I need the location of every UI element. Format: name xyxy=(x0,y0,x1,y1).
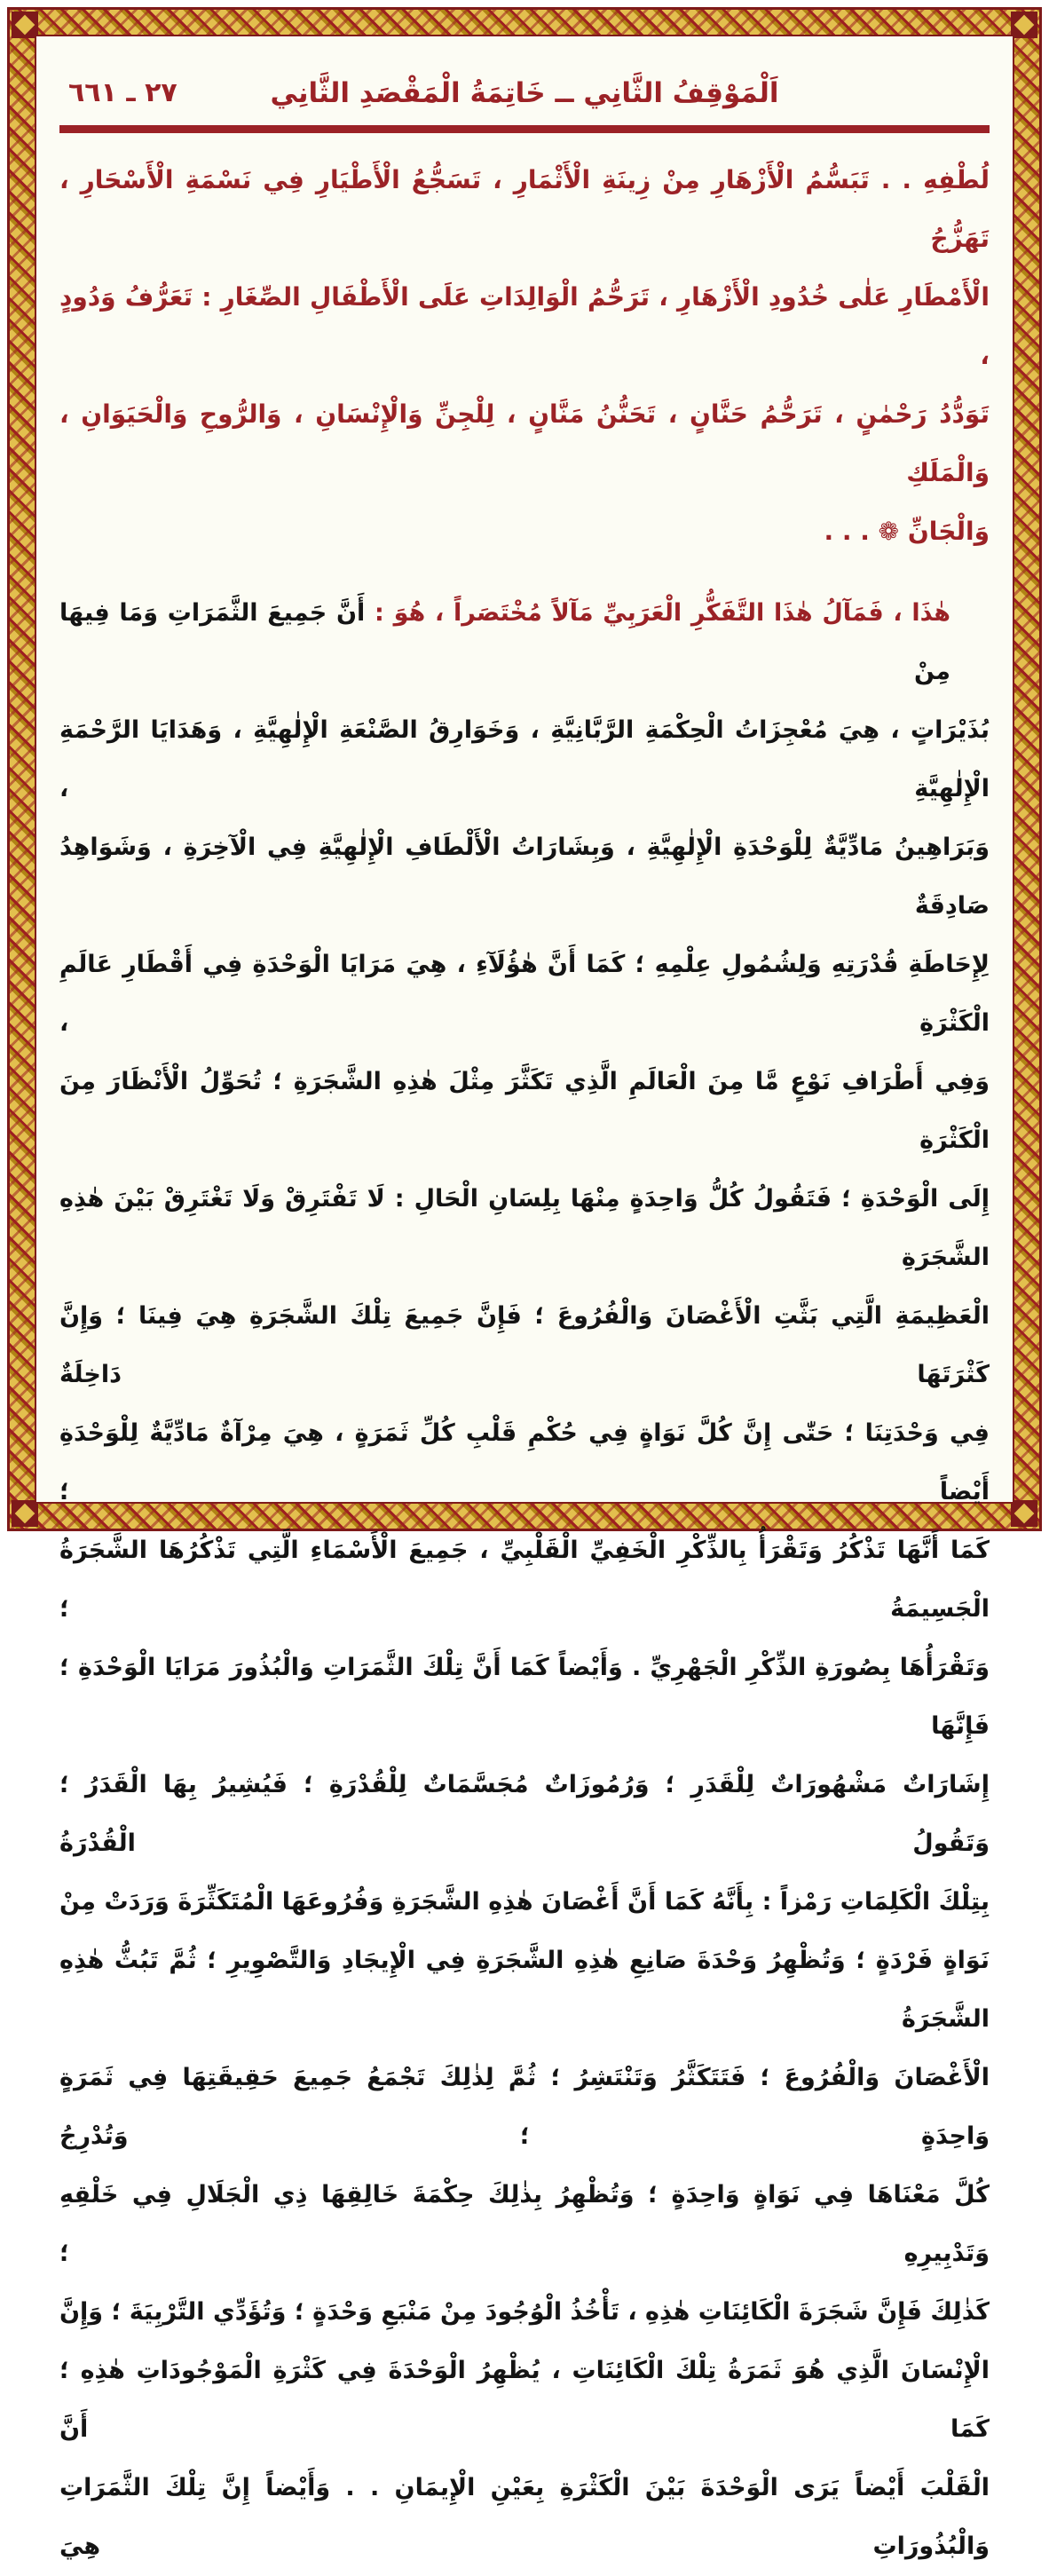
body-paragraph-line: بُذَيْرَاتٍ ، هِيَ مُعْجِزَاتُ الْحِكْمَةِ الرَّبَّانِيَّةِ ، وَخَوَارِقُ الصَّنْعَةِ الْإِلٰهِيَّةِ ، وَهَدَايَا الرَّحْمَةِ الْإِلٰهِيَّةِ ، xyxy=(59,716,990,802)
header-divider-rule xyxy=(59,125,990,133)
body-paragraph-line: وَتَقْرَأُهَا بِصُورَةِ الذِّكْرِ الْجَهْرِيِّ . وَأَيْضاً كَمَا أَنَّ تِلْكَ الثَّمَرَاتِ وَالْبُذُورَ مَرَايَا الْوَحْدَةِ ؛ فَإِنَّهَا xyxy=(59,1654,990,1740)
body-paragraph-line: لِإِحَاطَةِ قُدْرَتِهِ وَلِشُمُولِ عِلْمِهِ ؛ كَمَا أَنَّ هٰؤُلَآءِ ، هِيَ مَرَايَا الْوَحْدَةِ فِي أَقْطَارِ عَالَمِ الْكَثْرَةِ ، xyxy=(59,951,990,1037)
body-paragraph-line: كَذٰلِكَ فَإِنَّ شَجَرَةَ الْكَائِنَاتِ هٰذِهِ ، تَأْخُذُ الْوُجُودَ مِنْ مَنْبَعِ وَحْدَةٍ ؛ وَتُؤَدِّي التَّرْبِيَةَ ؛ وَإِنَّ xyxy=(59,2298,990,2326)
corner-ornament xyxy=(1011,12,1037,38)
red-paragraph xyxy=(59,151,990,561)
body-paragraph-line: هٰذَا ، فَمَآلُ هٰذَا التَّفَكُّرِ الْعَرَبِيِّ مَآلاً مُخْتَصَراً ، هُوَ : أَنَّ جَمِيعَ الثَّمَرَاتِ وَمَا فِيهَا مِنْ xyxy=(59,599,950,685)
page-content xyxy=(35,35,1014,2560)
corner-ornament xyxy=(1011,1500,1037,1527)
paragraph-lead-phrase: هٰذَا ، فَمَآلُ هٰذَا التَّفَكُّرِ الْعَرَبِيِّ مَآلاً مُخْتَصَراً ، هُوَ : xyxy=(365,599,950,627)
red-paragraph-line: تَوَدُّدُ رَحْمٰنٍ ، تَرَحُّمُ حَنَّانٍ ، تَحَنُّنُ مَنَّانٍ ، لِلْجِنِّ وَالْإِنْسَانِ ، وَالرُّوحِ وَالْحَيَوَانِ ، وَالْمَلَكِ xyxy=(59,399,990,487)
body-paragraph-line: نَوَاةٍ فَرْدَةٍ ؛ وَتُظْهِرُ وَحْدَةَ صَانِعِ هٰذِهِ الشَّجَرَةِ فِي الْإِيجَادِ وَالتَّصْوِيرِ ؛ ثُمَّ تَبُثُّ هٰذِهِ الشَّجَرَةُ xyxy=(59,1947,990,2033)
corner-ornament xyxy=(12,1500,38,1527)
body-paragraph-line: وَبَرَاهِينُ مَادِّيَّةٌ لِلْوَحْدَةِ الْإِلٰهِيَّةِ ، وَبِشَارَاتُ الْأَلْطَافِ الْإِلٰهِيَّةِ فِي الْآخِرَةِ ، وَشَوَاهِدُ صَادِقَةٌ xyxy=(59,834,990,920)
body-paragraph-line: كَمَا أَنَّهَا تَذْكُرُ وَتَقْرَأُ بِالذِّكْرِ الْخَفِيِّ الْقَلْبِيِّ ، جَمِيعَ الْأَسْمَاءِ الَّتِي تَذْكُرُهَا الشَّجَرَةُ الْجَسِيمَةُ ؛ xyxy=(59,1537,990,1623)
body-paragraph-line: إِشَارَاتٌ مَشْهُورَاتٌ لِلْقَدَرِ ؛ وَرُمُوزَاتٌ مُجَسَّمَاتٌ لِلْقُدْرَةِ ؛ فَيُشِيرُ بِهَا الْقَدَرُ ؛ وَتَقُولُ الْقُدْرَةُ xyxy=(59,1771,990,1857)
body-paragraph-line: وَفِي أَطْرَافِ نَوْعٍ مَّا مِنَ الْعَالَمِ الَّذِي تَكَثَّرَ مِثْلَ هٰذِهِ الشَّجَرَةِ ؛ تُحَوِّلُ الْأَنْظَارَ مِنَ الْكَثْرَةِ xyxy=(59,1068,990,1154)
ornamental-border xyxy=(7,7,1042,2560)
body-paragraph-line: الْعَظِيمَةِ الَّتِي بَثَّتِ الْأَغْصَانَ وَالْفُرُوعَ ؛ فَإِنَّ جَمِيعَ تِلْكَ الشَّجَرَةِ هِيَ فِينَا ؛ وَإِنَّ كَثْرَتَهَا دَاخِلَةٌ xyxy=(59,1302,990,1388)
page-title: اَلْمَوْقِفُ الثَّانِي ــ خَاتِمَةُ الْمَقْصَدِ الثَّانِي xyxy=(270,77,779,109)
body-paragraph-line: بِتِلْكَ الْكَلِمَاتِ رَمْزاً : بِأَنَّهُ كَمَا أَنَّ أَغْصَانَ هٰذِهِ الشَّجَرَةِ وَفُرُوعَهَا الْمُتَكَثِّرَةَ وَرَدَتْ مِنْ xyxy=(59,1888,990,1916)
body-paragraph-line: الْأَغْصَانَ وَالْفُرُوعَ ؛ فَتَتَكَثَّرُ وَتَنْتَشِرُ ؛ ثُمَّ لِذٰلِكَ تَجْمَعُ جَمِيعَ حَقِيقَتِهَا فِي ثَمَرَةٍ وَاحِدَةٍ ؛ وَتُدْرِجُ xyxy=(59,2064,990,2150)
red-paragraph-line: لُطْفِهِ . . تَبَسُّمُ الْأَزْهَارِ مِنْ زِينَةِ الْأَثْمَارِ ، تَسَجُّعُ الْأَطْيَارِ فِي نَسْمَةِ الْأَسْحَارِ ، تَهَزُّجُ xyxy=(59,165,990,253)
red-paragraph-line: الْأَمْطَارِ عَلٰى خُدُودِ الْأَزْهَارِ ، تَرَحُّمُ الْوَالِدَاتِ عَلَى الْأَطْفَالِ الصِّغَارِ : تَعَرُّفُ وَدُودٍ ، xyxy=(59,282,990,370)
body-paragraph xyxy=(59,584,990,2576)
body-paragraph-line: الْإِنْسَانَ الَّذِي هُوَ ثَمَرَةُ تِلْكَ الْكَائِنَاتِ ، يُظْهِرُ الْوَحْدَةَ فِي كَثْرَةِ الْمَوْجُودَاتِ هٰذِهِ ؛ كَمَا أَنَّ xyxy=(59,2357,990,2443)
body-paragraph-line: كُلَّ مَعْنَاهَا فِي نَوَاةٍ وَاحِدَةٍ ؛ وَتُظْهِرُ بِذٰلِكَ حِكْمَةَ خَالِقِهَا ذِي الْجَلَالِ فِي خَلْقِهِ وَتَدْبِيرِهِ ؛ xyxy=(59,2181,990,2267)
body-paragraph-line: فِي وَحْدَتِنَا ؛ حَتّٰى إِنَّ كُلَّ نَوَاةٍ فِي حُكْمِ قَلْبِ كُلِّ ثَمَرَةٍ ، هِيَ مِرْآةٌ مَادِّيَّةٌ لِلْوَحْدَةِ أَيْضاً ؛ xyxy=(59,1419,990,1505)
page-numbers: ٢٧ ـ ٦٦١ xyxy=(68,77,177,108)
body-paragraph-line: الْقَلْبَ أَيْضاً يَرَى الْوَحْدَةَ بَيْنَ الْكَثْرَةِ بِعَيْنِ الْإِيمَانِ . . وَأَيْضاً إِنَّ تِلْكَ الثَّمَرَاتِ وَالْبُذُورَاتِ هِيَ xyxy=(59,2474,990,2560)
red-paragraph-line: وَالْجَانِّ ❁ . . . xyxy=(824,517,990,546)
body-paragraph-line: إِلَى الْوَحْدَةِ ؛ فَتَقُولُ كُلُّ وَاحِدَةٍ مِنْهَا بِلِسَانِ الْحَالِ : لَا تَفْتَرِقْ وَلَا تَغْتَرِقْ بَيْنَ هٰذِهِ الشَّجَرَةِ xyxy=(59,1185,990,1271)
page-header xyxy=(59,68,990,123)
